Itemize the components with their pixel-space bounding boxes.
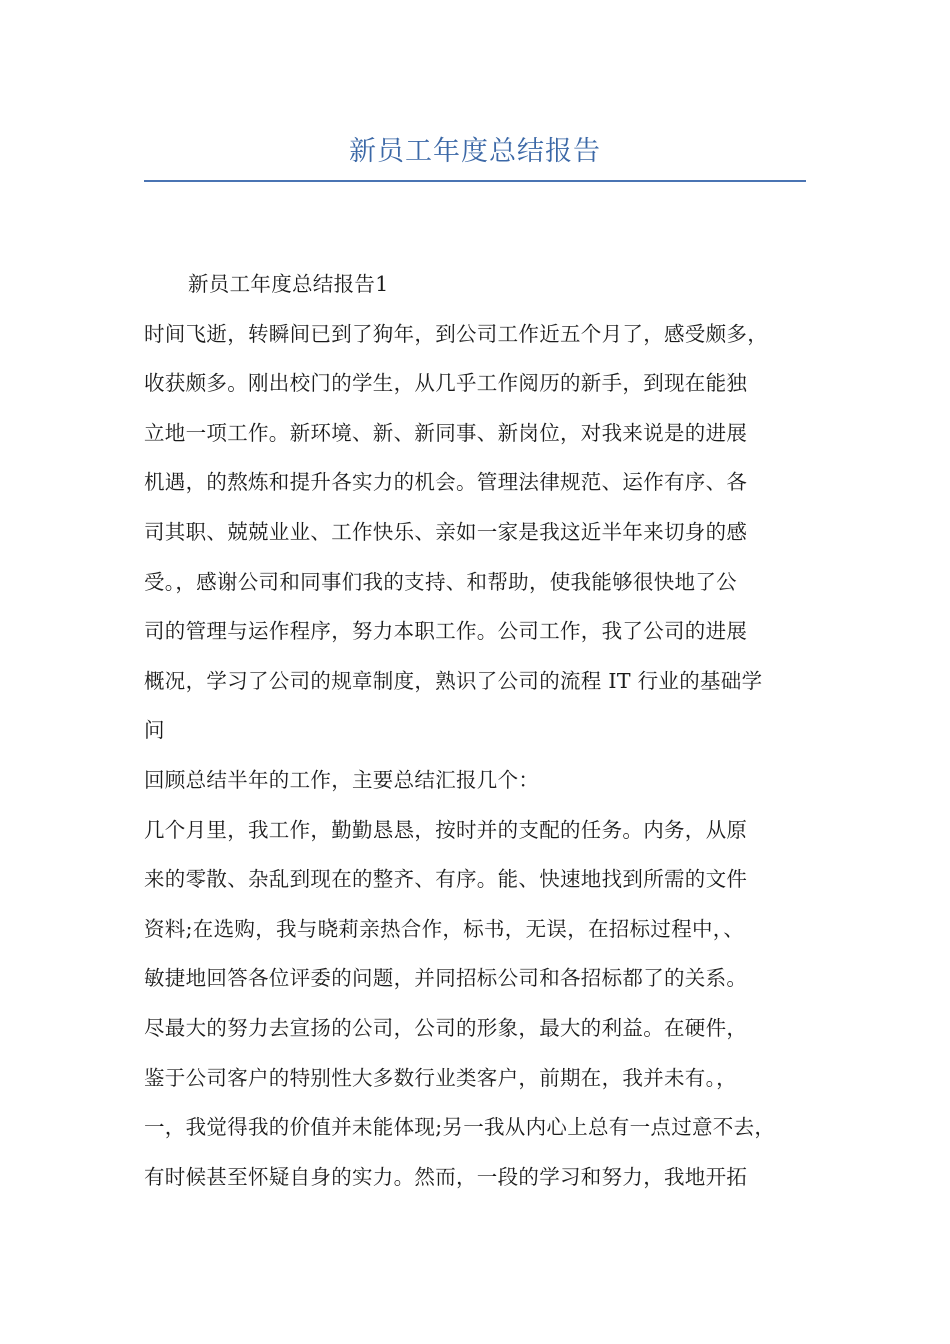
body-line: 司其职、兢兢业业、工作快乐、亲如一家是我这近半年来切身的感 bbox=[144, 519, 748, 544]
body-line: 鉴于公司客户的特别性大多数行业类客户，前期在，我并未有。， bbox=[144, 1065, 737, 1090]
body-line: 一，我觉得我的价值并未能体现;另一我从内心上总有一点过意不去， bbox=[144, 1115, 776, 1140]
body-line: 概况，学习了公司的规章制度，熟识了公司的流程 IT 行业的基础学 bbox=[144, 668, 763, 693]
body-line: 受。，感谢公司和同事们我的支持、和帮助，使我能够很快地了公 bbox=[144, 569, 737, 594]
body-line: 敏捷地回答各位评委的问题，并同招标公司和各招标都了的关系。 bbox=[144, 966, 748, 991]
body-line: 机遇，的熬炼和提升各实力的机会。管理法律规范、运作有序、各 bbox=[144, 470, 748, 495]
body-line: 司的管理与运作程序，努力本职工作。公司工作，我了公司的进展 bbox=[144, 619, 748, 644]
body-line: 有时候甚至怀疑自身的实力。然而，一段的学习和努力，我地开拓 bbox=[144, 1164, 748, 1189]
body-line: 收获颇多。刚出校门的学生，从几乎工作阅历的新手，到现在能独 bbox=[144, 371, 748, 396]
document-title: 新员工年度总结报告 bbox=[349, 136, 601, 167]
body-line: 几个月里，我工作，勤勤恳恳，按时并的支配的任务。内务，从原 bbox=[144, 817, 748, 842]
body-line: 立地一项工作。新环境、新、新同事、新岗位，对我来说是的进展 bbox=[144, 420, 748, 445]
title-divider bbox=[144, 180, 806, 182]
body-line: 回顾总结半年的工作，主要总结汇报几个： bbox=[144, 767, 540, 792]
body-line: 尽最大的努力去宣扬的公司，公司的形象，最大的利益。在硬件， bbox=[144, 1015, 748, 1040]
body-line: 时间飞逝，转瞬间已到了狗年，到公司工作近五个月了，感受颇多， bbox=[144, 321, 768, 346]
body-line: 问 bbox=[144, 718, 165, 743]
section-heading: 新员工年度总结报告1 bbox=[188, 272, 389, 296]
body-line: 资料;在选购，我与晓莉亲热合作，标书，无误，在招标过程中，、 bbox=[144, 916, 745, 941]
body-line: 来的零散、杂乱到现在的整齐、有序。能、快速地找到所需的文件 bbox=[144, 867, 748, 892]
document-body bbox=[144, 260, 824, 1202]
